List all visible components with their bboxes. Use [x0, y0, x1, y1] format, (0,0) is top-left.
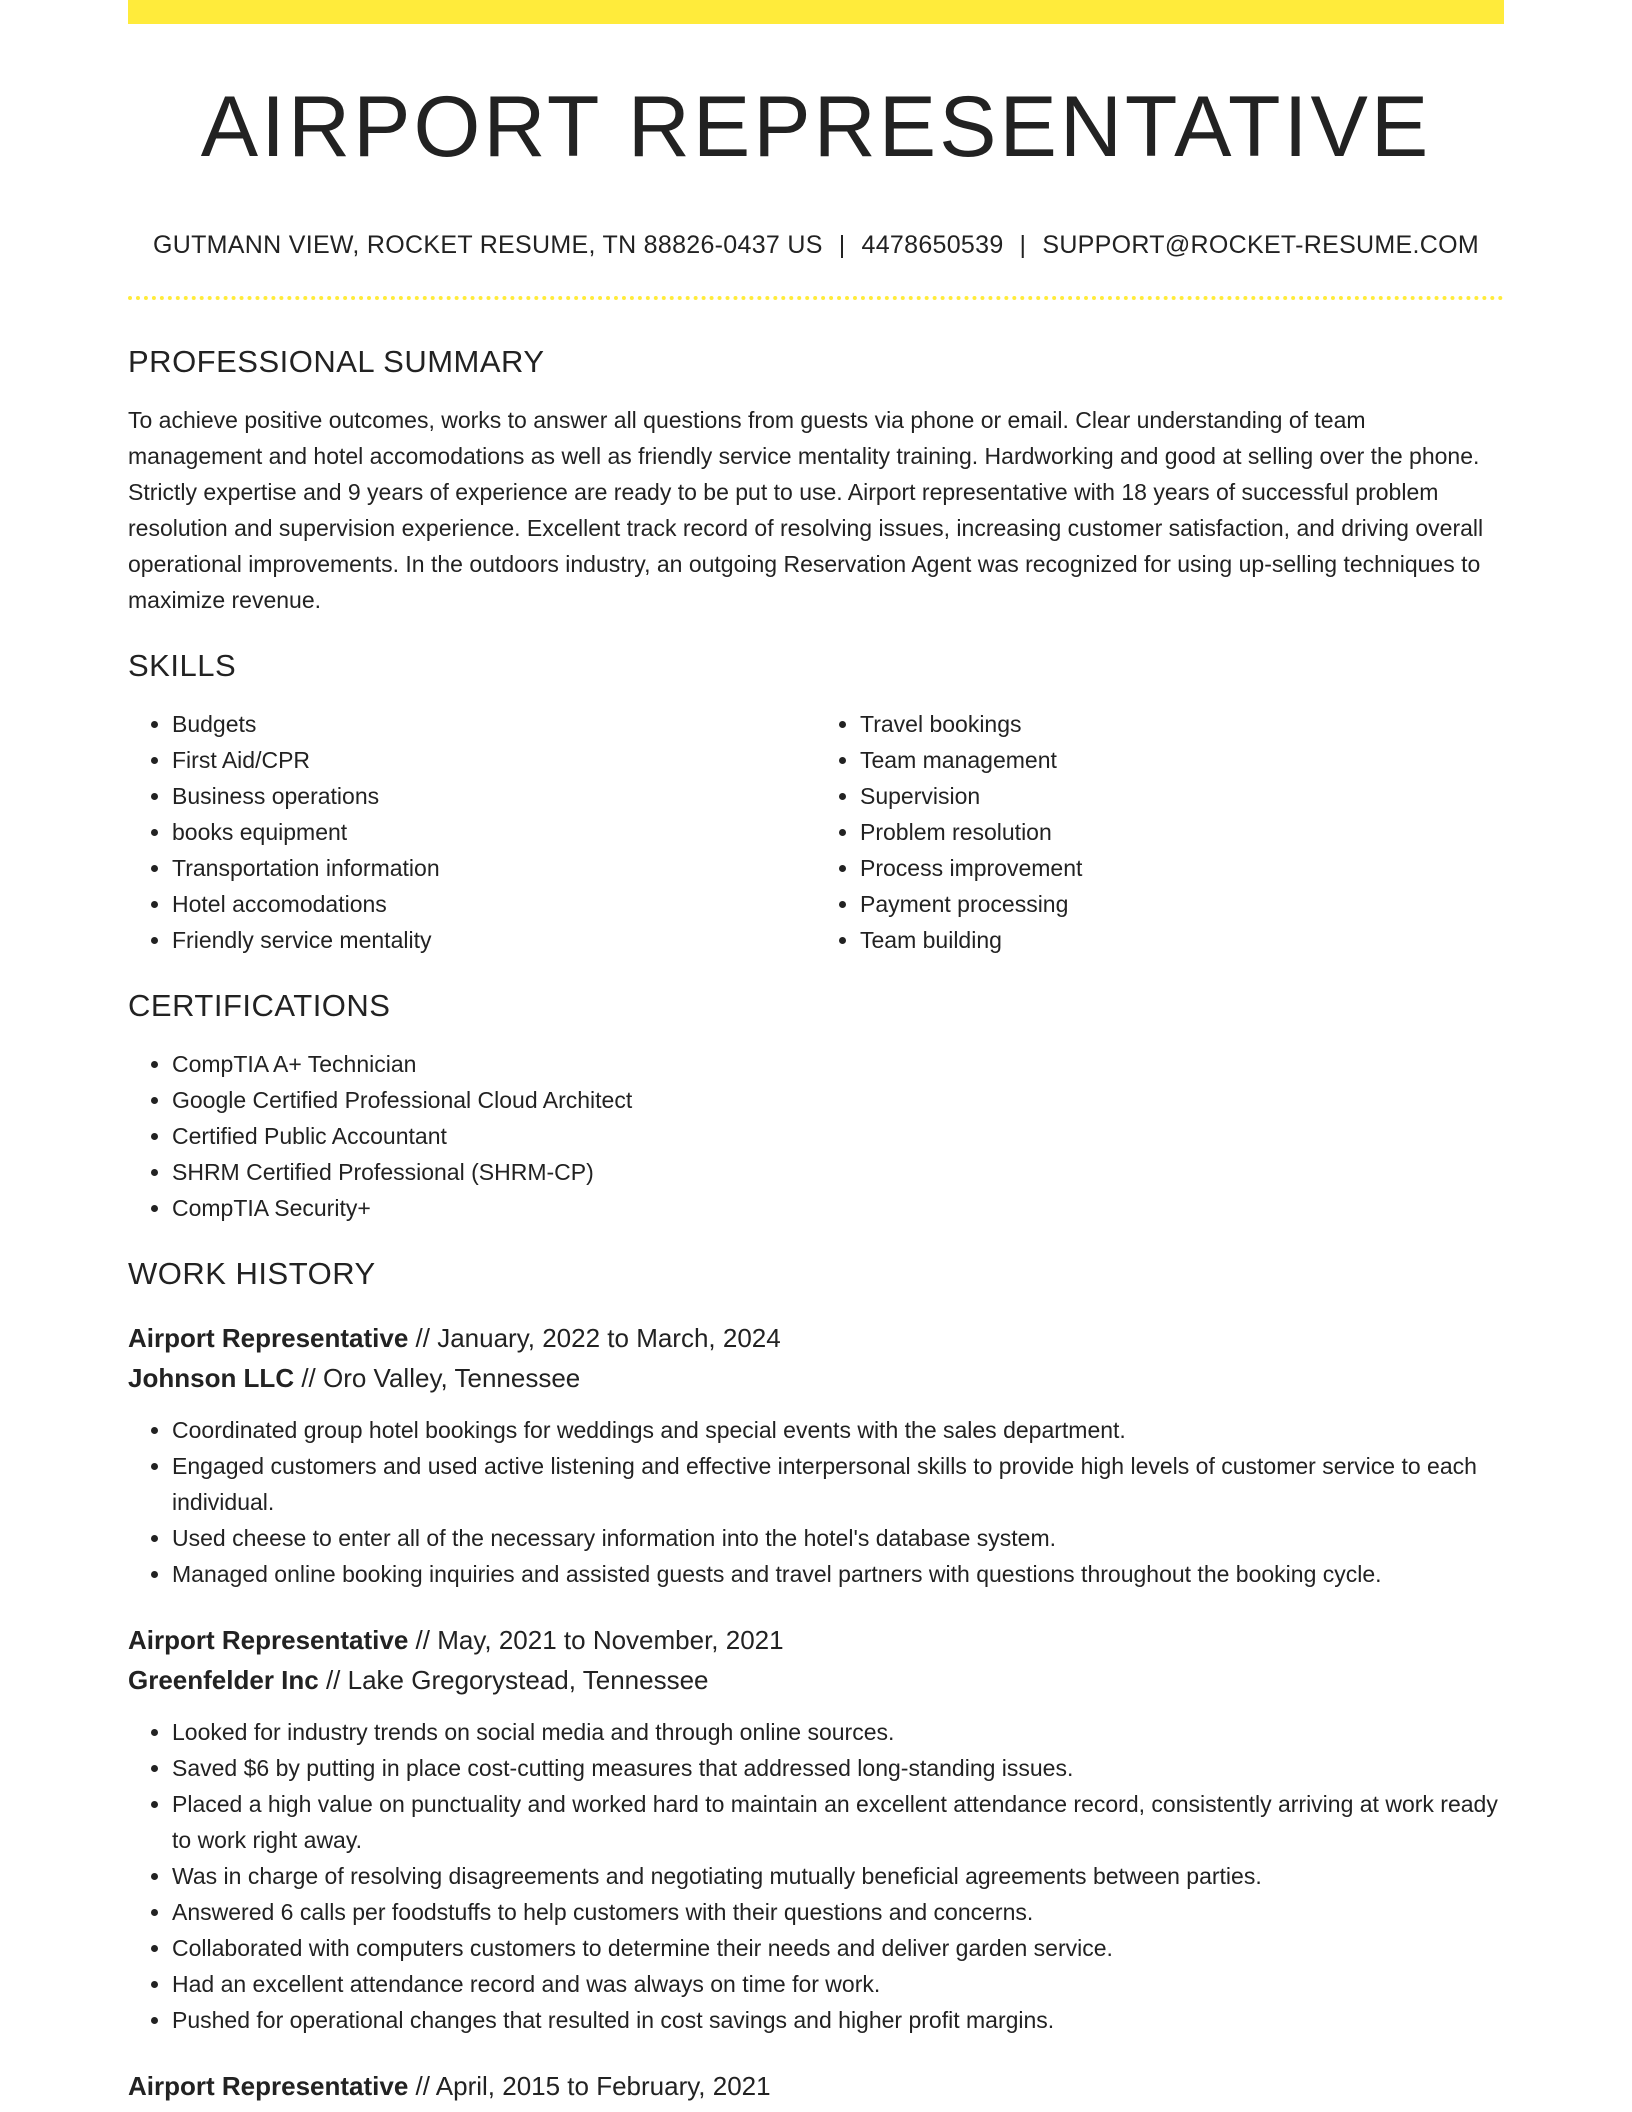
job-company: Johnson LLC: [128, 1362, 295, 1393]
job-dates: // January, 2022 to March, 2024: [408, 1322, 781, 1353]
skill-item: • Team management: [860, 742, 1504, 778]
skill-item: • Problem resolution: [860, 814, 1504, 850]
top-accent-bar: [128, 0, 1504, 24]
skill-item: • Transportation information: [172, 850, 816, 886]
skill-item: • Hotel accomodations: [172, 886, 816, 922]
contact-separator: |: [838, 230, 846, 259]
job-bullet: • Had an excellent attendance record and was always on time for work.: [172, 1966, 1504, 2002]
skill-item: • Friendly service mentality: [172, 922, 816, 958]
job-title-line: [128, 2066, 1504, 2106]
job-bullet: • Looked for industry trends on social media and through online sources.: [172, 1714, 1504, 1750]
skill-item: • Supervision: [860, 778, 1504, 814]
skill-item: • Process improvement: [860, 850, 1504, 886]
certifications-heading: CERTIFICATIONS: [128, 987, 391, 1023]
job-title-line: [128, 1620, 1504, 1660]
job-bullet: • Was in charge of resolving disagreements and negotiating mutually beneficial agreements between parties.: [172, 1858, 1504, 1894]
resume-content: [128, 24, 1504, 2106]
contact-line: [128, 231, 1504, 260]
skill-item: • Budgets: [172, 706, 816, 742]
skills-right-list: [816, 706, 1504, 958]
contact-phone: 4478650539: [861, 230, 1004, 259]
job-company-line: [128, 1358, 1504, 1398]
summary-heading: PROFESSIONAL SUMMARY: [128, 343, 545, 379]
job-bullet: • Placed a high value on punctuality and worked hard to maintain an excellent attendance record, consistently arriving at work ready to work right away.: [172, 1786, 1504, 1858]
job-bullet: • Coordinated group hotel bookings for weddings and special events with the sales department.: [172, 1412, 1504, 1448]
job-company: Greenfelder Inc: [128, 1664, 319, 1695]
skill-item: • Travel bookings: [860, 706, 1504, 742]
job-bullet: • Managed online booking inquiries and assisted guests and travel partners with questions throughout the booking cycle.: [172, 1556, 1504, 1592]
job-company-line: [128, 1660, 1504, 1700]
job-bullet: • Used cheese to enter all of the necessary information into the hotel's database system.: [172, 1520, 1504, 1556]
job-bullet: • Pushed for operational changes that resulted in cost savings and higher profit margins.: [172, 2002, 1504, 2038]
job-entry: [128, 1318, 1504, 1592]
skills-columns: [128, 684, 1504, 958]
skill-item: • Team building: [860, 922, 1504, 958]
certification-item: • SHRM Certified Professional (SHRM-CP): [172, 1154, 1504, 1190]
skills-heading: SKILLS: [128, 647, 237, 683]
contact-email: SUPPORT@ROCKET-RESUME.COM: [1042, 230, 1479, 259]
certification-item: • CompTIA A+ Technician: [172, 1046, 1504, 1082]
job-bullets: [128, 1412, 1504, 1592]
skills-left-list: [128, 706, 816, 958]
job-bullet: • Collaborated with computers customers to determine their needs and deliver garden service.: [172, 1930, 1504, 1966]
work-history-heading: WORK HISTORY: [128, 1255, 376, 1291]
job-title: Airport Representative: [128, 1624, 409, 1655]
job-location: // Lake Gregorystead, Tennessee: [318, 1664, 709, 1695]
certification-item: • Certified Public Accountant: [172, 1118, 1504, 1154]
job-bullet: • Engaged customers and used active listening and effective interpersonal skills to provide high levels of customer service to each individual.: [172, 1448, 1504, 1520]
skill-item: • Payment processing: [860, 886, 1504, 922]
summary-text: To achieve positive outcomes, works to answer all questions from guests via phone or email. Clear understanding of team management and hotel accomodations as well as friendly service mentality training. Hardworking and good at selling over the phone. Strictly expertise and 9 years of experience are ready to be put to use. Airport representative with 18 years of successful problem resolution and supervision experience. Excellent track record of resolving issues, increasing customer satisfaction, and driving overall operational improvements. In the outdoors industry, an outgoing Reservation Agent was recognized for using up-selling techniques to maximize revenue.: [128, 406, 1484, 613]
skill-item: • books equipment: [172, 814, 816, 850]
job-dates: // May, 2021 to November, 2021: [408, 1624, 784, 1655]
dotted-divider: [128, 296, 1504, 300]
job-bullet: • Saved $6 by putting in place cost-cutting measures that addressed long-standing issues.: [172, 1750, 1504, 1786]
job-dates: // April, 2015 to February, 2021: [408, 2070, 771, 2101]
contact-address: GUTMANN VIEW, ROCKET RESUME, TN 88826-0437 US: [153, 230, 823, 259]
certification-item: • CompTIA Security+: [172, 1190, 1504, 1226]
job-entry: [128, 2066, 1504, 2106]
skill-item: • Business operations: [172, 778, 816, 814]
job-location: // Oro Valley, Tennessee: [294, 1362, 581, 1393]
certification-item: • Google Certified Professional Cloud Architect: [172, 1082, 1504, 1118]
job-bullets: [128, 1714, 1504, 2038]
job-entry: [128, 1620, 1504, 2038]
certifications-list: [128, 1046, 1504, 1226]
job-title-line: [128, 1318, 1504, 1358]
job-bullet: • Answered 6 calls per foodstuffs to help customers with their questions and concerns.: [172, 1894, 1504, 1930]
contact-separator: |: [1019, 230, 1027, 259]
job-title: Airport Representative: [128, 2070, 409, 2101]
job-title: Airport Representative: [128, 1322, 409, 1353]
skill-item: • First Aid/CPR: [172, 742, 816, 778]
resume-name: AIRPORT REPRESENTATIVE: [200, 79, 1432, 175]
